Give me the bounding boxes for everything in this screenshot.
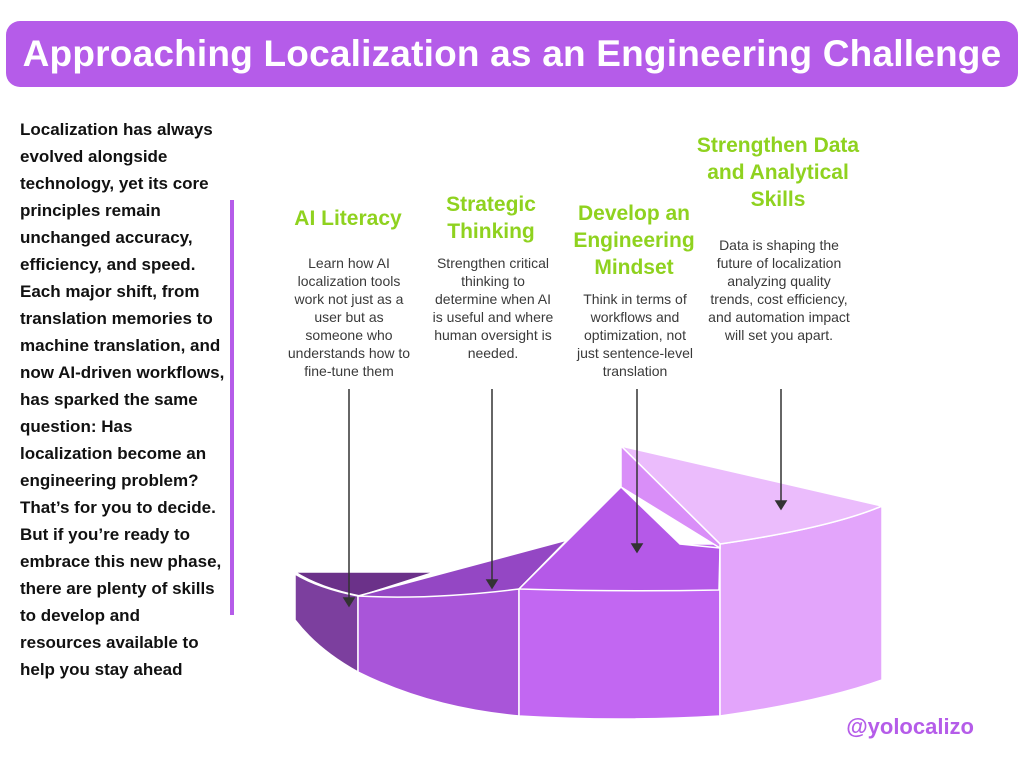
author-handle: @yolocalizo bbox=[846, 714, 974, 739]
arrow-strategic-thinking bbox=[487, 389, 497, 588]
skill-heading-ai-literacy: AI Literacy bbox=[294, 207, 402, 230]
page-title: Approaching Localization as an Engineering Challenge bbox=[22, 33, 1002, 74]
skill-desc-data-skills: Data is shaping the future of localization analyzing quality trends, cost efficiency, and automation impact will set you apart. bbox=[708, 237, 850, 343]
intro-text: Localization has always evolved alongside technology, yet its core principles remain unchanged accuracy, efficiency, and speed. Each major shift, from translation memories to machine translation, and now AI-driven workflows, has sparked the same question: Has localization become an engineering problem? That’s for you to decide. But if you’re ready to embrace this new phase, there are plenty of skills to develop and resources available to help you stay ahead bbox=[20, 120, 225, 679]
skill-heading-strategic-thinking: Strategic Thinking bbox=[446, 193, 536, 243]
skill-desc-strategic-thinking: Strengthen critical thinking to determine when AI is useful and where human oversight is needed. bbox=[432, 255, 554, 361]
skill-desc-engineering-mindset: Think in terms of workflows and optimization, not just sentence-level translation bbox=[577, 291, 693, 379]
skill-heading-engineering-mindset: Develop an Engineering Mindset bbox=[573, 202, 695, 279]
skill-desc-ai-literacy: Learn how AI localization tools work not just as a user but as someone who understands how to fine-tune them bbox=[287, 255, 411, 379]
slice-strategic-thinking-front bbox=[358, 589, 519, 716]
skill-heading-data-skills: Strengthen Data and Analytical Skills bbox=[696, 134, 860, 211]
